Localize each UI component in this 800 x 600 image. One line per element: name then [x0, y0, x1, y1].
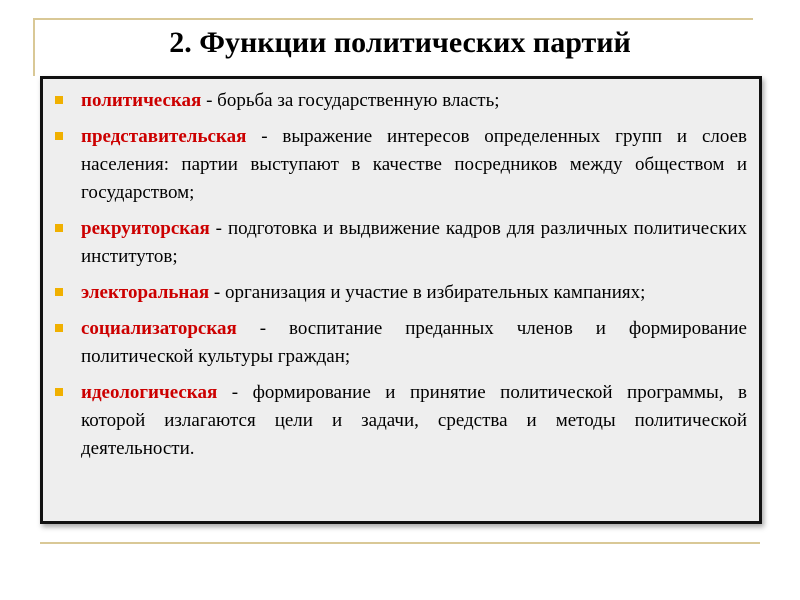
- function-term: идеологическая: [81, 382, 218, 403]
- function-description: - организация и участие в избирательных кампаниях;: [209, 282, 646, 303]
- function-description: - борьба за государственную власть;: [201, 90, 500, 111]
- function-term: социализаторская: [81, 318, 237, 339]
- function-term: электоральная: [81, 282, 210, 303]
- square-bullet-icon: [55, 288, 63, 296]
- list-item: [55, 379, 747, 463]
- content-box: [40, 76, 762, 524]
- function-description: - формирование и принятие политической программы, в которой излагаются цели и задачи, средства и методы политической деятельности.: [81, 382, 747, 459]
- bottom-decorative-rule: [40, 542, 760, 544]
- square-bullet-icon: [55, 324, 63, 332]
- function-term: политическая: [81, 90, 202, 111]
- list-item: [55, 279, 747, 307]
- function-term: представительская: [81, 126, 247, 147]
- square-bullet-icon: [55, 96, 63, 104]
- list-item: [55, 87, 747, 115]
- list-item: [55, 215, 747, 271]
- square-bullet-icon: [55, 388, 63, 396]
- functions-list: [55, 87, 747, 471]
- list-item: [55, 123, 747, 207]
- function-description: - воспитание преданных членов и формирование политической культуры граждан;: [81, 318, 747, 367]
- list-item: [55, 315, 747, 371]
- square-bullet-icon: [55, 132, 63, 140]
- square-bullet-icon: [55, 224, 63, 232]
- function-description: - выражение интересов определенных групп и слоев населения: партии выступают в качестве посредников между обществом и государством;: [81, 126, 747, 203]
- slide-title: 2. Функции политических партий: [169, 26, 631, 59]
- function-term: рекруиторская: [81, 218, 210, 239]
- top-decorative-rule: [33, 18, 753, 20]
- function-description: - подготовка и выдвижение кадров для различных политических институтов;: [81, 218, 747, 267]
